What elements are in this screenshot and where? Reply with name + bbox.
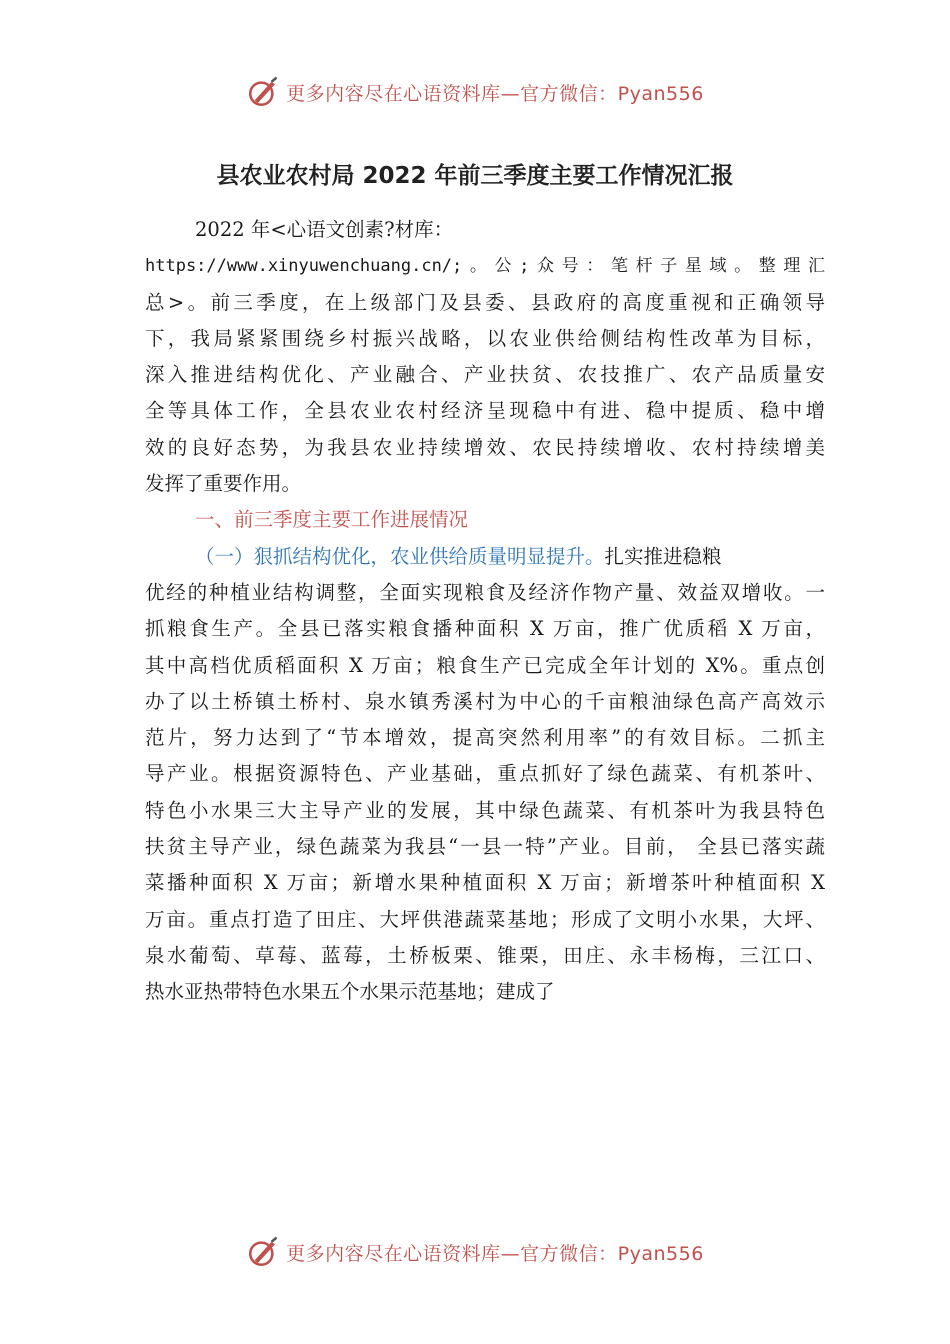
paragraph-line: 万亩。重点打造了田庄、大坪供港蔬菜基地；形成了文明小水果，大坪、 bbox=[145, 907, 825, 931]
paragraph-line: 泉水葡萄、草莓、蓝莓，土桥板栗、锥栗，田庄、永丰杨梅，三江口、 bbox=[145, 943, 825, 967]
subsection-heading: （一）狠抓结构优化，农业供给质量明显提升。 bbox=[195, 544, 605, 568]
footer-watermark-banner bbox=[0, 1232, 950, 1272]
document-title: 县农业农村局 2022 年前三季度主要工作情况汇报 bbox=[216, 163, 734, 189]
paragraph-line: 办了以土桥镇土桥村、泉水镇秀溪村为中心的千亩粮油绿色高产高效示 bbox=[145, 689, 825, 713]
paragraph-line: 导产业。根据资源特色、产业基础，重点抓好了绿色蔬菜、有机茶叶、 bbox=[145, 762, 825, 786]
banner-text: 更多内容尽在心语资料库—官方微信：Pyan556 bbox=[286, 1242, 704, 1265]
subsection-first-line bbox=[145, 539, 825, 575]
banner-text: 更多内容尽在心语资料库—官方微信：Pyan556 bbox=[286, 82, 704, 105]
header-watermark-banner bbox=[0, 72, 950, 112]
paragraph-line: 范片，努力达到了“节本增效，提高突然利用率”的有效目标。二抓主 bbox=[145, 726, 825, 750]
intro-line: 全等具体工作，全县农业农村经济呈现稳中有进、稳中提质、稳中增 bbox=[145, 399, 825, 423]
intro-line: 效的良好态势，为我县农业持续增效、农民持续增收、农村持续增美 bbox=[145, 435, 825, 459]
section-heading: 一、前三季度主要工作进展情况 bbox=[195, 508, 469, 532]
pen-logo-icon bbox=[246, 1235, 280, 1269]
paragraph-line: 抓粮食生产。全县已落实粮食播种面积 X 万亩，推广优质稻 X 万亩， bbox=[145, 617, 825, 641]
intro-line: 2022 年<心语文创素?材库： bbox=[195, 218, 454, 241]
paragraph-line: 优经的种植业结构调整，全面实现粮食及经济作物产量、效益双增收。一 bbox=[145, 580, 825, 604]
paragraph-line: 菜播种面积 X 万亩；新增水果种植面积 X 万亩；新增茶叶种植面积 X bbox=[145, 871, 825, 895]
intro-line: 深入推进结构优化、产业融合、产业扶贫、农技推广、农产品质量安 bbox=[145, 363, 825, 387]
paragraph-line: 其中高档优质稻面积 X 万亩；粮食生产已完成全年计划的 X%。重点创 bbox=[145, 653, 825, 677]
paragraph-line: 热水亚热带特色水果五个水果示范基地；建成了 bbox=[145, 980, 555, 1004]
pen-logo-icon bbox=[246, 75, 280, 109]
intro-line: https://www.xinyuwenchuang.cn/;。公;众号：笔杆子星域。整理汇 bbox=[145, 256, 825, 277]
intro-line: 发挥了重要作用。 bbox=[145, 472, 302, 496]
paragraph-line: 扶贫主导产业，绿色蔬菜为我县“一县一特”产业。目前， 全县已落实蔬 bbox=[145, 835, 825, 859]
intro-line: 下，我局紧紧围绕乡村振兴战略，以农业供给侧结构性改革为目标， bbox=[145, 326, 825, 350]
intro-line: 总>。前三季度，在上级部门及县委、县政府的高度重视和正确领导 bbox=[145, 290, 825, 314]
document-body bbox=[145, 212, 825, 1011]
paragraph-text: 扎实推进稳粮 bbox=[604, 544, 722, 568]
paragraph-line: 特色小水果三大主导产业的发展，其中绿色蔬菜、有机茶叶为我县特色 bbox=[145, 798, 825, 822]
